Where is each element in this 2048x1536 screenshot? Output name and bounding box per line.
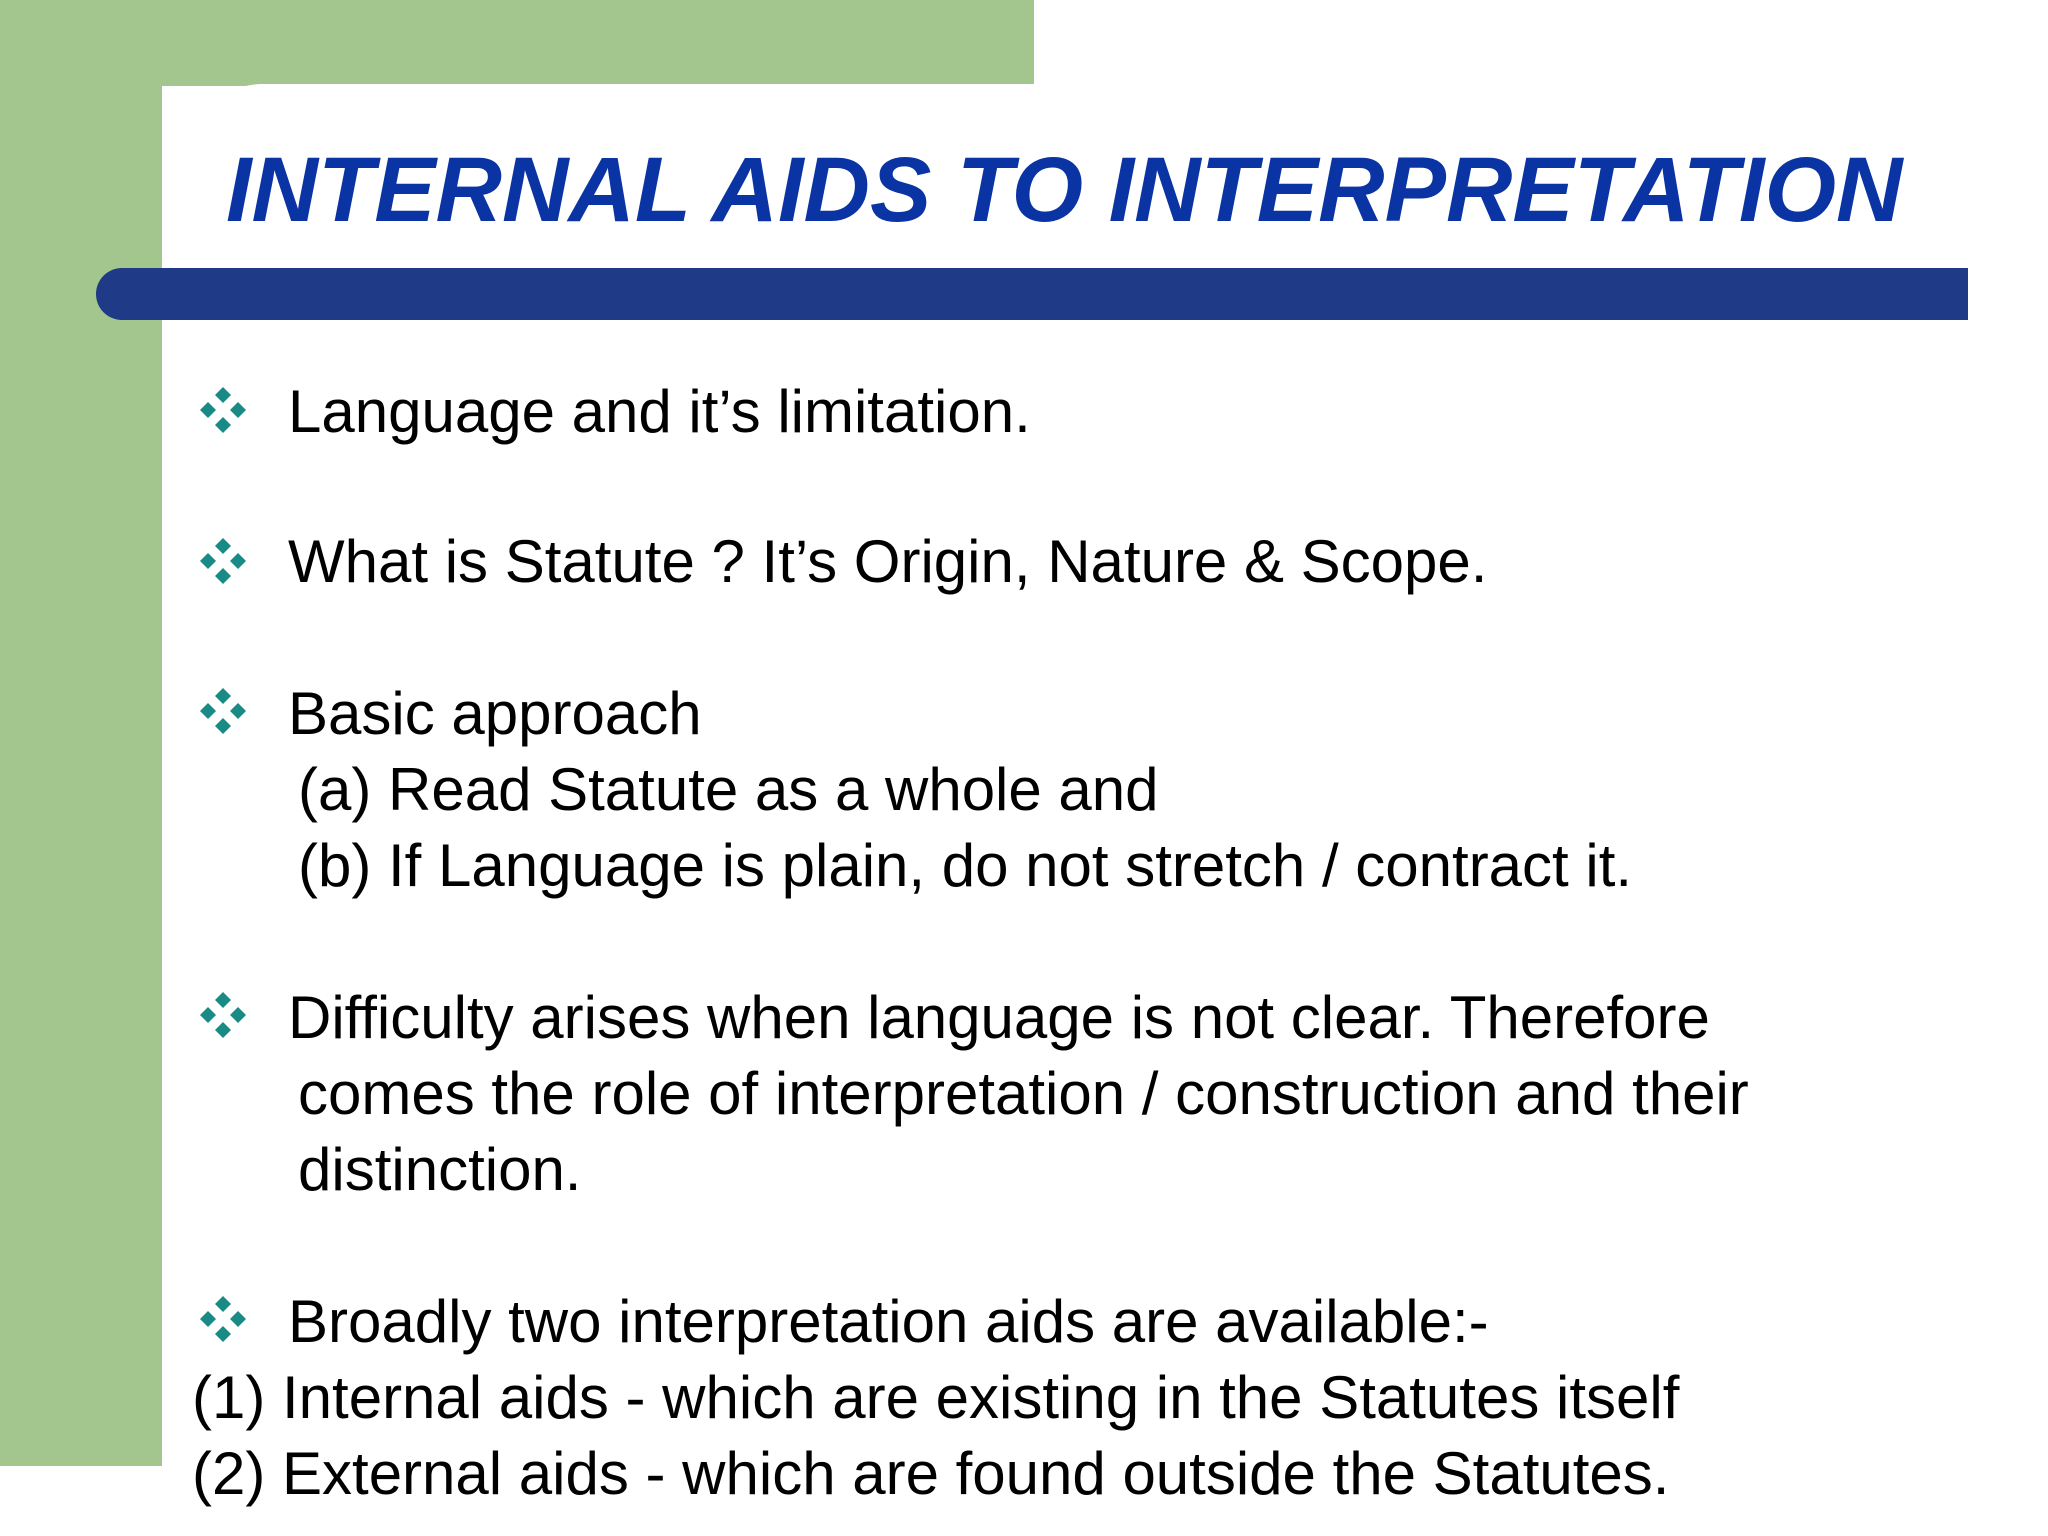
sub-item: (2) External aids - which are found outside the Statutes.	[192, 1440, 1670, 1507]
diamond-cluster-icon	[198, 385, 248, 435]
list-item: What is Statute ? It’s Origin, Nature & Scope.	[288, 528, 1488, 595]
diamond-cluster-icon	[198, 536, 248, 586]
diamond-cluster-icon	[198, 990, 248, 1040]
diamond-cluster-icon	[198, 686, 248, 736]
list-item-continuation: distinction.	[298, 1136, 582, 1203]
list-item: Broadly two interpretation aids are available:-	[288, 1288, 1489, 1355]
sub-item: (a) Read Statute as a whole and	[298, 756, 1159, 823]
sub-item: (1) Internal aids - which are existing in the Statutes itself	[192, 1364, 1680, 1431]
list-item: Language and it’s limitation.	[288, 378, 1031, 445]
list-item-continuation: comes the role of interpretation / construction and their	[298, 1060, 1749, 1127]
slide-title: INTERNAL AIDS TO INTERPRETATION	[226, 139, 1903, 241]
diamond-cluster-icon	[198, 1294, 248, 1344]
list-item: Basic approach	[288, 680, 702, 747]
sub-item: (b) If Language is plain, do not stretch / contract it.	[298, 832, 1633, 899]
list-item: Difficulty arises when language is not clear. Therefore	[288, 984, 1710, 1051]
